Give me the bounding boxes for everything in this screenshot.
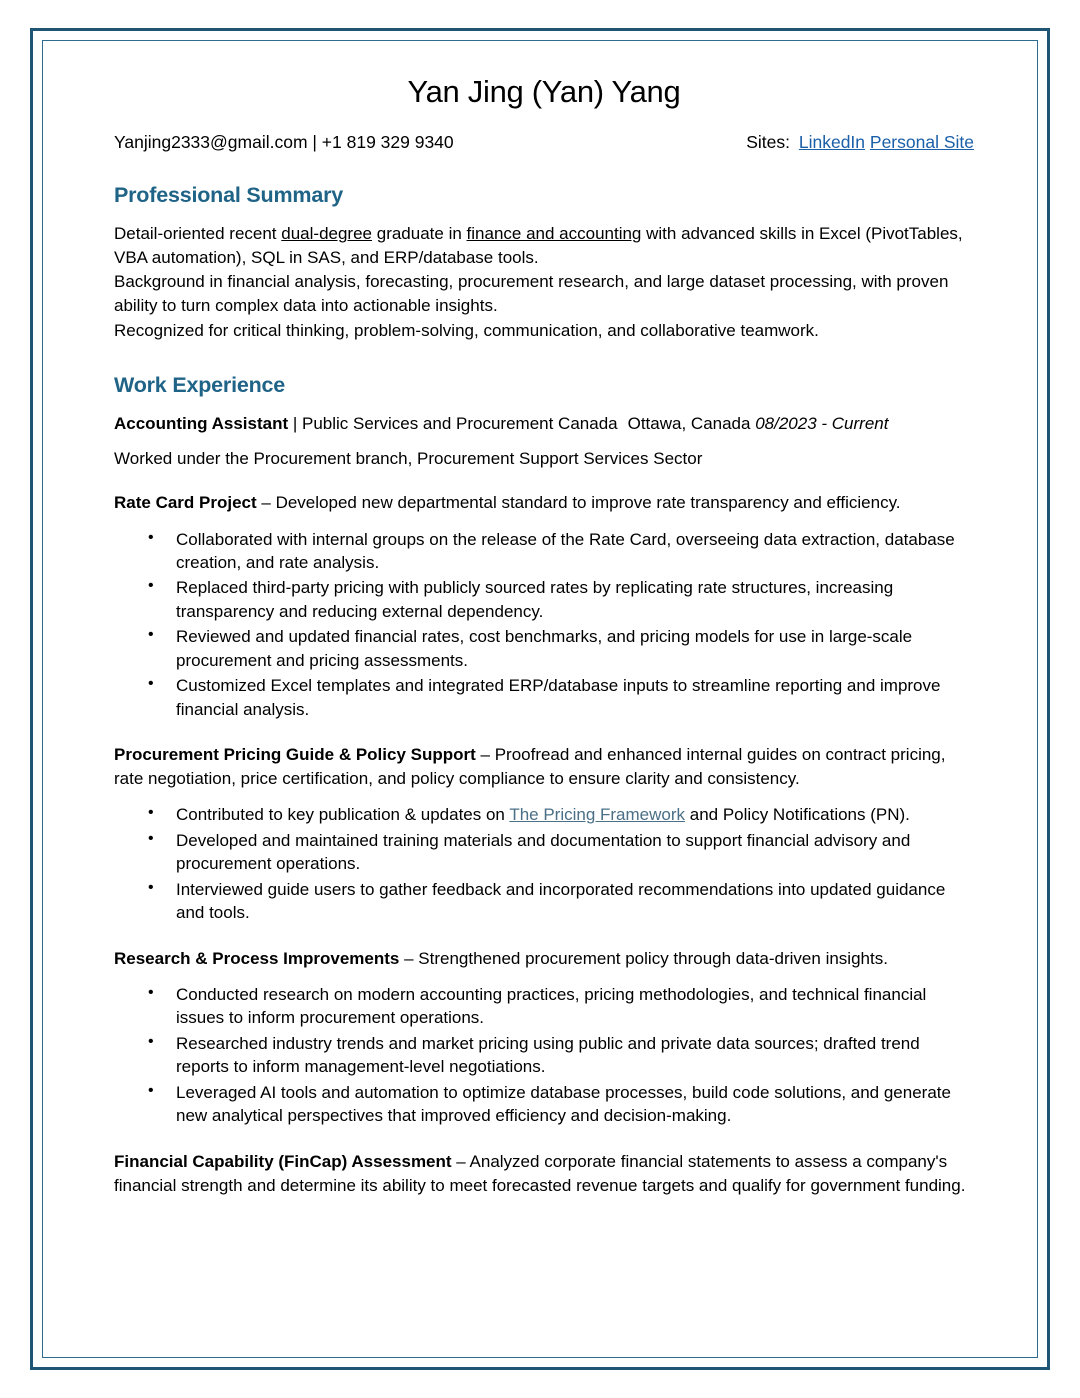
job-separator: | — [288, 413, 302, 433]
summary-line-1-part-c: with advanced skills in Excel (PivotTables, VBA automation), SQL in SAS, and ERP/database tools. — [114, 224, 963, 268]
list-item: • Interviewed guide users to gather feedback and incorporated recommendations into updated guidance and tools. — [176, 878, 974, 925]
experience-block — [114, 491, 974, 721]
block-dash: – — [451, 1151, 470, 1171]
list-item: • Customized Excel templates and integrated ERP/database inputs to streamline reporting and improve financial analysis. — [176, 674, 974, 721]
block-title: Research & Process Improvements — [114, 948, 400, 968]
bullet-text-part-b: and Policy Notifications (PN). — [685, 805, 910, 825]
block-header — [114, 1150, 974, 1198]
block-header — [114, 743, 974, 791]
block-dash: – — [475, 745, 495, 765]
resume-content — [78, 74, 1010, 1198]
summary-underline-dual-degree: dual-degree — [281, 224, 373, 243]
list-item: • Collaborated with internal groups on the release of the Rate Card, overseeing data extraction, database creation, and rate analysis. — [176, 528, 974, 575]
job-dates: 08/2023 - Current — [755, 413, 889, 433]
list-item — [176, 803, 974, 826]
job-header — [114, 412, 974, 436]
sites-label: Sites: — [746, 132, 790, 152]
summary-line-3: Recognized for critical thinking, problem-solving, communication, and collaborative teamwork. — [114, 320, 819, 340]
contact-row — [114, 132, 974, 153]
summary-line-1-part-b: graduate in — [372, 224, 467, 243]
block-bullet-list — [114, 803, 974, 924]
block-bullet-list — [114, 983, 974, 1128]
professional-summary-body — [114, 222, 974, 343]
page-title: Yan Jing (Yan) Yang — [407, 74, 681, 109]
contact-sites — [746, 132, 974, 153]
block-dash: – — [256, 493, 276, 513]
list-item: • Leveraged AI tools and automation to optimize database processes, build code solutions, and generate new analytical perspectives that improved efficiency and decision-making. — [176, 1081, 974, 1128]
bullet-text-part-a: Contributed to key publication & updates on — [176, 805, 510, 825]
block-bullet-list — [114, 528, 974, 722]
contact-email-phone: Yanjing2333@gmail.com | +1 819 329 9340 — [114, 132, 454, 152]
list-item: • Developed and maintained training materials and documentation to support financial advisory and procurement operations. — [176, 829, 974, 876]
list-item: • Reviewed and updated financial rates, cost benchmarks, and pricing models for use in large-scale procurement and pricing assessments. — [176, 625, 974, 672]
experience-block — [114, 743, 974, 925]
summary-underline-finance-accounting: finance and accounting — [466, 224, 642, 243]
summary-line-1 — [114, 222, 974, 270]
job-subtitle: Worked under the Procurement branch, Procurement Support Services Sector — [114, 449, 703, 469]
block-header — [114, 947, 974, 971]
list-item: • Conducted research on modern accounting practices, pricing methodologies, and technical financial issues to inform procurement operations. — [176, 983, 974, 1030]
experience-block — [114, 1150, 974, 1198]
summary-line-1-part-a: Detail-oriented recent — [114, 224, 282, 243]
personal-site-link[interactable]: Personal Site — [869, 132, 974, 152]
section-heading-work-experience: Work Experience — [114, 372, 286, 397]
block-title: Procurement Pricing Guide & Policy Support — [114, 745, 476, 765]
pricing-framework-link[interactable]: The Pricing Framework — [509, 805, 686, 825]
block-description: Proofread and enhanced internal guides on contract pricing, rate negotiation, price certification, and policy compliance to ensure clarity and consistency. — [114, 745, 946, 789]
block-description: Analyzed corporate financial statements to assess a company's financial strength and determine its ability to meet forecasted revenue targets and qualify for government funding. — [114, 1151, 966, 1195]
section-heading-professional-summary: Professional Summary — [114, 183, 344, 207]
block-dash: – — [399, 948, 419, 968]
block-header — [114, 491, 974, 515]
list-item: • Replaced third-party pricing with publicly sourced rates by replicating rate structures, increasing transparency and reducing external dependency. — [176, 576, 974, 623]
experience-block — [114, 947, 974, 1128]
block-description: Developed new departmental standard to improve rate transparency and efficiency. — [275, 493, 901, 513]
summary-line-2: Background in financial analysis, forecasting, procurement research, and large dataset processing, with proven ability to turn complex data into actionable insights. — [114, 272, 949, 316]
block-description: Strengthened procurement policy through data-driven insights. — [418, 948, 888, 968]
linkedin-link[interactable]: LinkedIn — [798, 132, 866, 152]
list-item: • Researched industry trends and market pricing using public and private data sources; drafted trend reports to inform management-level negotiations. — [176, 1032, 974, 1079]
job-role: Accounting Assistant — [114, 413, 289, 433]
job-location: Ottawa, Canada — [627, 413, 751, 433]
block-title: Financial Capability (FinCap) Assessment — [114, 1151, 452, 1171]
block-title: Rate Card Project — [114, 493, 257, 513]
job-employer: Public Services and Procurement Canada — [301, 413, 618, 433]
